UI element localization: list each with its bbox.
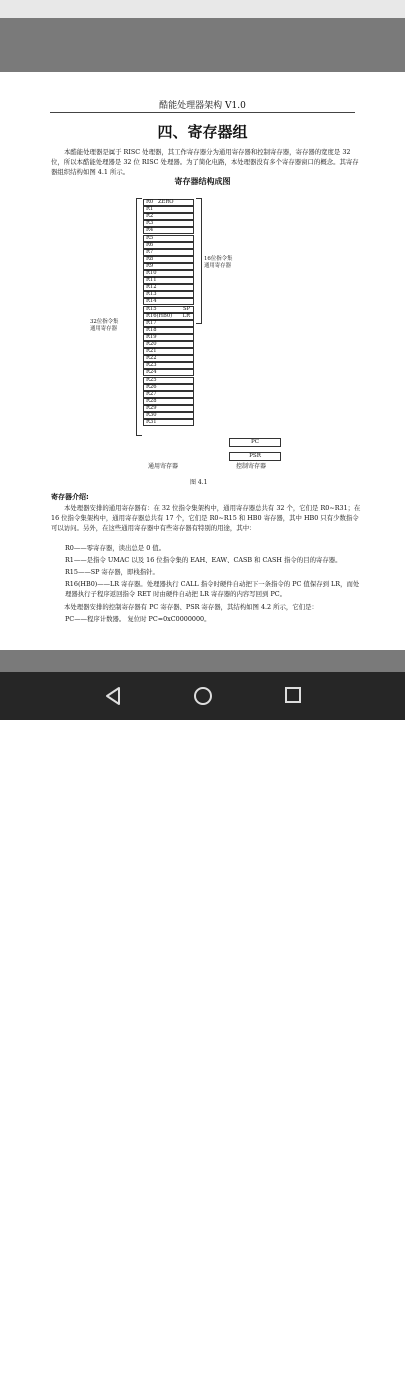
register-name: R29 (146, 404, 157, 411)
register-cell (143, 391, 194, 398)
register-name: R5 (146, 234, 154, 241)
register-name: R17 (146, 319, 157, 326)
register-name: R12 (146, 284, 157, 291)
register-name: R16(HB0) (146, 312, 173, 319)
register-cell (143, 199, 194, 206)
intro-paragraph: 本酷能处理器是属于 RISC 处理器，其工作寄存器分为通用寄存器和控制寄存器，寄存器的宽度是 32 位，所以本酷能处理器是 32 位 RISC 处理器。为了简化电路，本处理器没有多个寄存器窗口的概念。其寄存器组织结构如图 4.1 所示。 (51, 148, 359, 176)
register-cell (143, 334, 194, 341)
paragraph-r0: R0——零寄存器，读出总是 0 值。 (65, 544, 166, 552)
register-cell (143, 270, 194, 277)
register-name: R26 (146, 383, 157, 390)
watermark-sub: 中国电子网 (322, 1360, 372, 1371)
ctrl-caption: 控制寄存器 (236, 463, 267, 470)
paragraph-pc: PC——程序计数器。 复位时 PC=0xC0000000。 (65, 615, 211, 623)
status-bar (0, 0, 405, 18)
register-cell (143, 362, 194, 369)
reader-bottom-margin (0, 650, 405, 672)
register-cell (143, 419, 194, 426)
register-cell (143, 235, 194, 242)
r16-tag: LR (182, 312, 190, 319)
brace-16bit (196, 198, 202, 324)
paragraph-ctrl: 本处理器安排的控制寄存器有 PC 寄存器、PSR 寄存器，其结构如图 4.2 所示，它们是： (64, 603, 318, 611)
register-cell (143, 213, 194, 220)
register-name: R13 (146, 291, 157, 298)
recent-square-icon[interactable] (284, 686, 302, 708)
register-name: R0 (146, 199, 154, 205)
register-cell (143, 298, 194, 305)
register-cell (143, 398, 194, 405)
register-name: R30 (146, 412, 157, 418)
r0-tag: ZERO (158, 199, 174, 205)
register-cell (143, 369, 194, 376)
register-cell (143, 277, 194, 284)
register-cell (143, 306, 194, 313)
register-name: R2 (146, 213, 154, 220)
diagram-title: 寄存器结构成图 (174, 177, 231, 186)
home-circle-icon[interactable] (193, 686, 213, 710)
header-divider (50, 112, 355, 113)
watermark-brand: 21ic (265, 1352, 317, 1377)
back-triangle-icon[interactable] (104, 686, 122, 710)
register-name: R8 (146, 255, 154, 262)
register-cell (143, 206, 194, 213)
register-name: R3 (146, 220, 154, 227)
paragraph-r15: R15——SP 寄存器，即栈指针。 (65, 568, 159, 576)
reader-top-margin (0, 18, 405, 72)
label-32bit-gpr: 32位指令集 通用寄存器 (90, 319, 119, 332)
register-cell (143, 242, 194, 249)
register-cell (143, 291, 194, 298)
register-cell (143, 227, 194, 234)
register-name: R10 (146, 270, 157, 276)
label-16bit-gpr: 16位指令集 通用寄存器 (204, 256, 233, 269)
figure-caption: 图 4.1 (190, 479, 208, 486)
register-cell (143, 256, 194, 263)
register-name: R9 (146, 262, 154, 269)
section-title: 四、寄存器组 (157, 123, 248, 141)
register-name: R11 (146, 277, 157, 284)
register-cell (143, 384, 194, 391)
register-cell (143, 348, 194, 355)
register-name: R15 (146, 305, 157, 312)
register-name: R23 (146, 362, 157, 369)
register-name: R28 (146, 397, 157, 404)
register-name: R22 (146, 355, 157, 362)
paragraph-r1: R1——是指令 UMAC 以及 16 位指令集的 EAH、EAW、CASB 和 CASH 指令的目的寄存器。 (65, 556, 342, 564)
intro-heading: 寄存器介绍: (51, 493, 89, 501)
gpr-caption: 通用寄存器 (148, 463, 179, 470)
register-name: R6 (146, 241, 154, 248)
register-name: R4 (146, 227, 154, 234)
register-name: R24 (146, 369, 157, 376)
register-cell (143, 220, 194, 227)
register-cell (143, 263, 194, 270)
running-header: 酷能处理器架构 V1.0 (159, 101, 246, 111)
register-cell (143, 249, 194, 256)
document-page[interactable] (0, 72, 405, 650)
register-cell (143, 320, 194, 327)
register-name: R25 (146, 376, 157, 383)
register-name: R7 (146, 248, 154, 255)
register-cell (143, 341, 194, 348)
register-cell (143, 412, 194, 419)
register-name: R27 (146, 390, 157, 397)
register-cell (143, 355, 194, 362)
register-name: R18 (146, 326, 157, 333)
register-name: R31 (146, 419, 157, 426)
pc-register: PC (229, 438, 281, 447)
system-nav-bar (0, 672, 405, 1377)
register-name: R14 (146, 298, 157, 305)
paragraph-r16: R16(HB0)——LR 寄存器。处理器执行 CALL 指令时硬件自动把下一条指令的 PC 值保存到 LR，而处理器执行子程序返回指令 RET 时由硬件自动把 LR 寄存器的内容写回到 PC。 (65, 580, 360, 598)
register-cell (143, 284, 194, 291)
register-name: R19 (146, 333, 157, 340)
psr-register: PSR (229, 452, 281, 461)
brace-32bit (136, 198, 142, 436)
register-name: R20 (146, 341, 157, 347)
r15-tag: SP (182, 305, 190, 312)
register-name: R21 (146, 348, 157, 355)
register-cell (143, 327, 194, 334)
register-name: R1 (146, 206, 154, 213)
paragraph-gpr: 本处理器安排的通用寄存器有：在 32 位指令集架构中，通用寄存器总共有 32 个，它们是 R0~R31；在 16 位指令集架构中，通用寄存器总共有 17 个，它们是 R0~R15 和 HB0 寄存器，其中 HB0 只有少数指令可以访问。另外，在这些通用寄存器中有些寄存器有特别的用途，其中： (51, 504, 361, 532)
register-cell (143, 405, 194, 412)
register-cell (143, 313, 194, 320)
register-cell (143, 377, 194, 384)
